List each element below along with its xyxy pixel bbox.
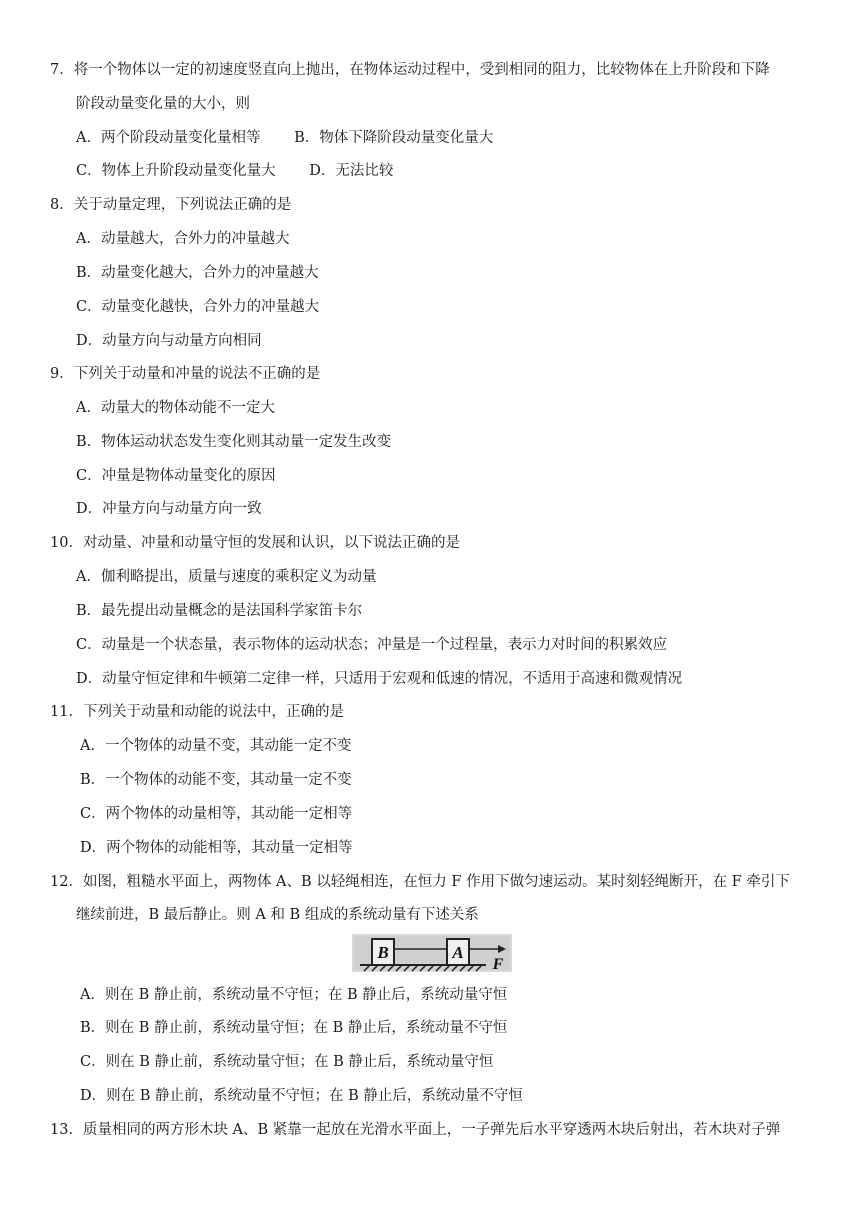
question-7-options-cd: C．物体上升阶段动量变化量大 D．无法比较 (76, 163, 394, 179)
block-b-label: B (377, 943, 389, 962)
question-12-option-d: D．则在 B 静止前，系统动量不守恒；在 B 静止后，系统动量不守恒 (80, 1088, 523, 1104)
question-8-option-a: A．动量越大，合外力的冲量越大 (76, 231, 290, 247)
question-10-option-b: B．最先提出动量概念的是法国科学家笛卡尔 (76, 603, 363, 619)
question-12-option-a: A．则在 B 静止前，系统动量不守恒；在 B 静止后，系统动量守恒 (80, 987, 508, 1003)
question-7-text-cont: 阶段动量变化量的大小，则 (76, 96, 250, 112)
blocks-rope-force-diagram (352, 934, 512, 972)
question-9-option-a: A．动量大的物体动能不一定大 (76, 400, 275, 416)
question-7-options-ab: A．两个阶段动量变化量相等 B．物体下降阶段动量变化量大 (76, 130, 494, 146)
question-7-text: 7．将一个物体以一定的初速度竖直向上抛出，在物体运动过程中，受到相同的阻力，比较物体在上升阶段和下降 (50, 62, 770, 78)
force-label: F (492, 956, 504, 972)
question-11-text: 11．下列关于动量和动能的说法中，正确的是 (50, 704, 344, 720)
question-11-option-a: A．一个物体的动量不变，其动能一定不变 (80, 738, 352, 754)
question-12-text-cont: 继续前进，B 最后静止。则 A 和 B 组成的系统动量有下述关系 (76, 907, 479, 923)
question-9-option-b: B．物体运动状态发生变化则其动量一定发生改变 (76, 434, 392, 450)
question-10-text: 10．对动量、冲量和动量守恒的发展和认识，以下说法正确的是 (50, 535, 460, 551)
question-8-option-c: C．动量变化越快，合外力的冲量越大 (76, 299, 320, 315)
question-10-option-d: D．动量守恒定律和牛顿第二定律一样，只适用于宏观和低速的情况，不适用于高速和微观情况 (76, 671, 683, 687)
question-8-text: 8．关于动量定理，下列说法正确的是 (50, 197, 292, 213)
question-8-option-d: D．动量方向与动量方向相同 (76, 333, 262, 349)
question-12-option-b: B．则在 B 静止前，系统动量守恒；在 B 静止后，系统动量不守恒 (80, 1020, 508, 1036)
question-11-option-d: D．两个物体的动能相等，其动量一定相等 (80, 840, 353, 856)
question-8-option-b: B．动量变化越大，合外力的冲量越大 (76, 265, 319, 281)
question-9-option-d: D．冲量方向与动量方向一致 (76, 501, 262, 517)
question-12-option-c: C．则在 B 静止前，系统动量守恒；在 B 静止后，系统动量守恒 (80, 1054, 494, 1070)
block-a-label: A (452, 943, 464, 962)
question-11-option-c: C．两个物体的动量相等，其动能一定相等 (80, 806, 353, 822)
question-12-text: 12．如图，粗糙水平面上，两物体 A、B 以轻绳相连，在恒力 F 作用下做匀速运动。某时刻轻绳断开，在 F 牵引下 (50, 874, 790, 890)
question-11-option-b: B．一个物体的动能不变，其动量一定不变 (80, 772, 352, 788)
question-10-option-c: C．动量是一个状态量，表示物体的运动状态；冲量是一个过程量，表示力对时间的积累效应 (76, 637, 668, 653)
question-9-option-c: C．冲量是物体动量变化的原因 (76, 468, 276, 484)
question-13-text: 13．质量相同的两方形木块 A、B 紧靠一起放在光滑水平面上，一子弹先后水平穿透两木块后射出，若木块对子弹 (50, 1122, 781, 1138)
question-9-text: 9．下列关于动量和冲量的说法不正确的是 (50, 366, 321, 382)
question-10-option-a: A．伽利略提出，质量与速度的乘积定义为动量 (76, 569, 377, 585)
